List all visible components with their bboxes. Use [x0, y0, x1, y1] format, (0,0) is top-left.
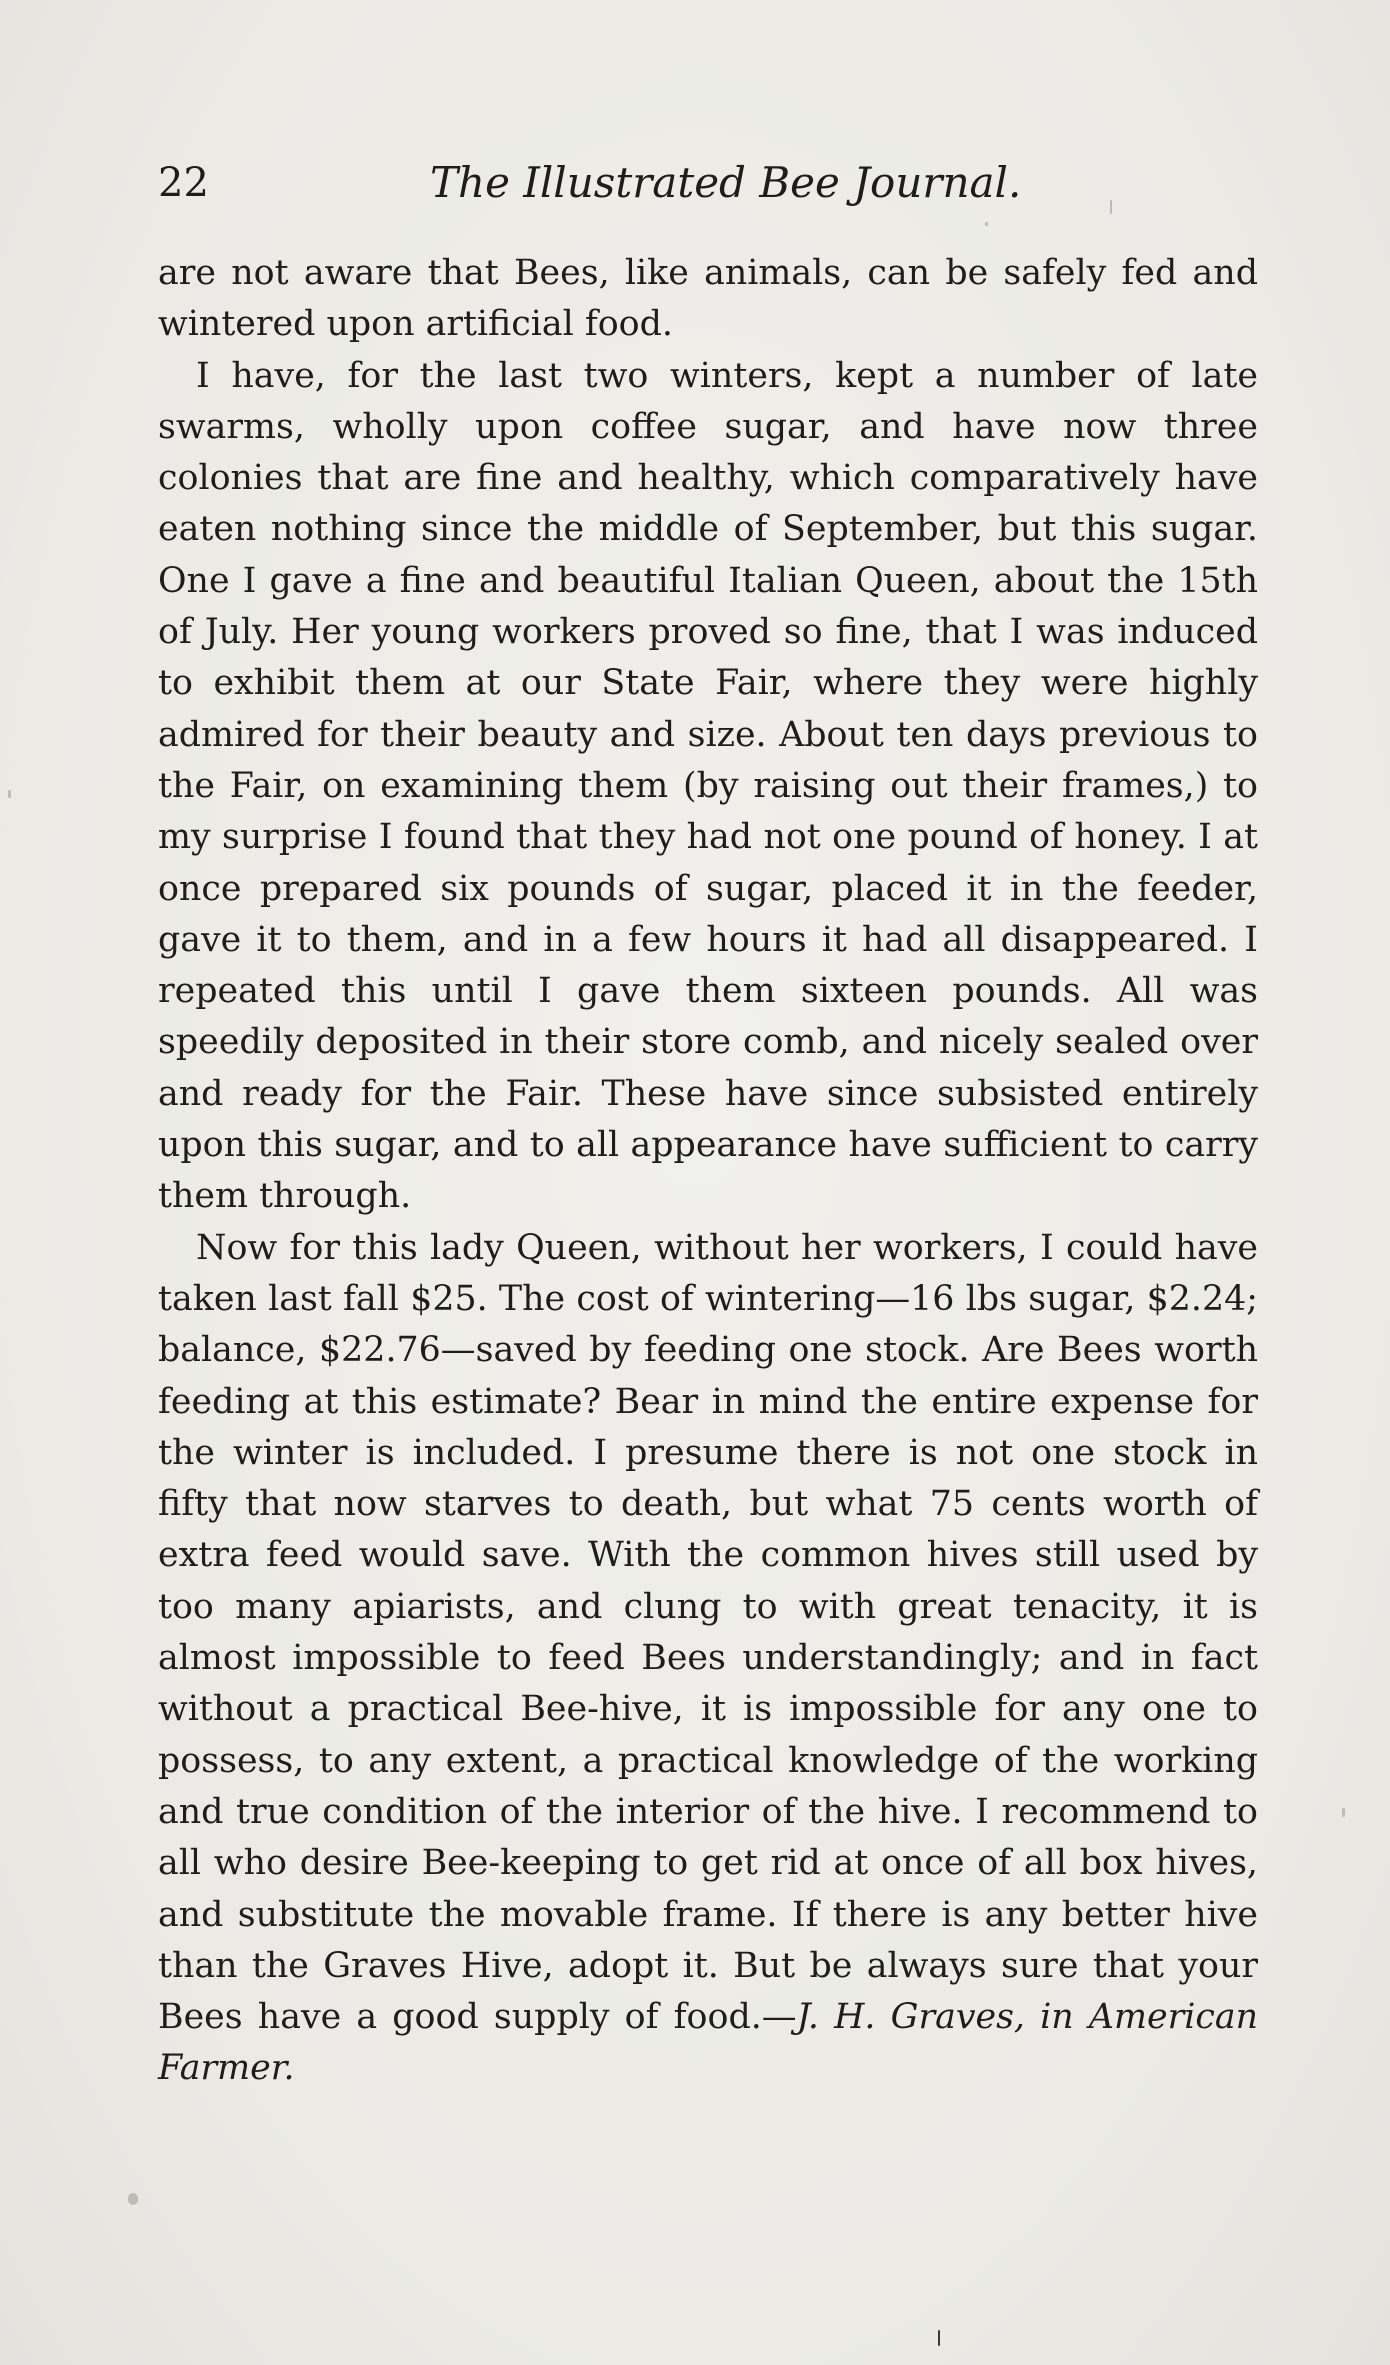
paper-speck [8, 790, 11, 798]
page-header [158, 152, 1248, 222]
paper-speck [985, 222, 988, 226]
running-title: The Illustrated Bee Journal. [430, 158, 1022, 207]
paragraph-cost-text: Now for this lady Queen, without her workers, I could have taken last fall $25. The cost of wintering—16 lbs sugar, $2.24; balance, $22.76—saved by feeding one stock. Are Bees worth feeding at this estimate? Bear in mind the entire expense for the winter is included. I presume there is not one stock in fifty that now starves to death, but what 75 cents worth of extra feed would save. With the common hives still used by too many apiarists, and clung to with great tenacity, it is almost impossible to feed Bees understandingly; and in fact without a practical Bee-hive, it is impossible for any one to possess, to any extent, a practical knowledge of the working and true condition of the interior of the hive. I recommend to all who desire Bee-keeping to get rid at once of all box hives, and substitute the movable frame. If there is any better hive than the Graves Hive, adopt it. But be always sure that your Bees have a good supply of food.— [158, 1227, 1258, 2038]
article-body [158, 248, 1258, 2095]
article-signature: J. H. Graves, in American Farmer. [158, 1997, 1258, 2089]
paragraph-continuation: are not aware that Bees, like animals, can be safely fed and wintered upon artificial food. [158, 253, 1258, 345]
paragraph-cost-argument [158, 1223, 1258, 2095]
paper-speck [1342, 1808, 1345, 1817]
paper-speck [128, 2193, 138, 2205]
paper-speck [938, 2330, 940, 2346]
paper-speck [1110, 200, 1112, 214]
paragraph-feeding-report: I have, for the last two winters, kept a number of late swarms, wholly upon coffee sugar, and have now three colonies that are fine and healthy, which comparatively have eaten nothing since the middle of September, but this sugar. One I gave a fine and beautiful Italian Queen, about the 15th of July. Her young workers proved so fine, that I was induced to exhibit them at our State Fair, where they were highly admired for their beauty and size. About ten days previous to the Fair, on examining them (by raising out their frames,) to my surprise I found that they had not one pound of honey. I at once prepared six pounds of sugar, placed it in the feeder, gave it to them, and in a few hours it had all disappeared. I repeated this until I gave them sixteen pounds. All was speedily deposited in their store comb, and nicely sealed over and ready for the Fair. These have since subsisted entirely upon this sugar, and to all appearance have sufficient to carry them through. [158, 355, 1258, 1217]
page-number: 22 [158, 160, 209, 206]
